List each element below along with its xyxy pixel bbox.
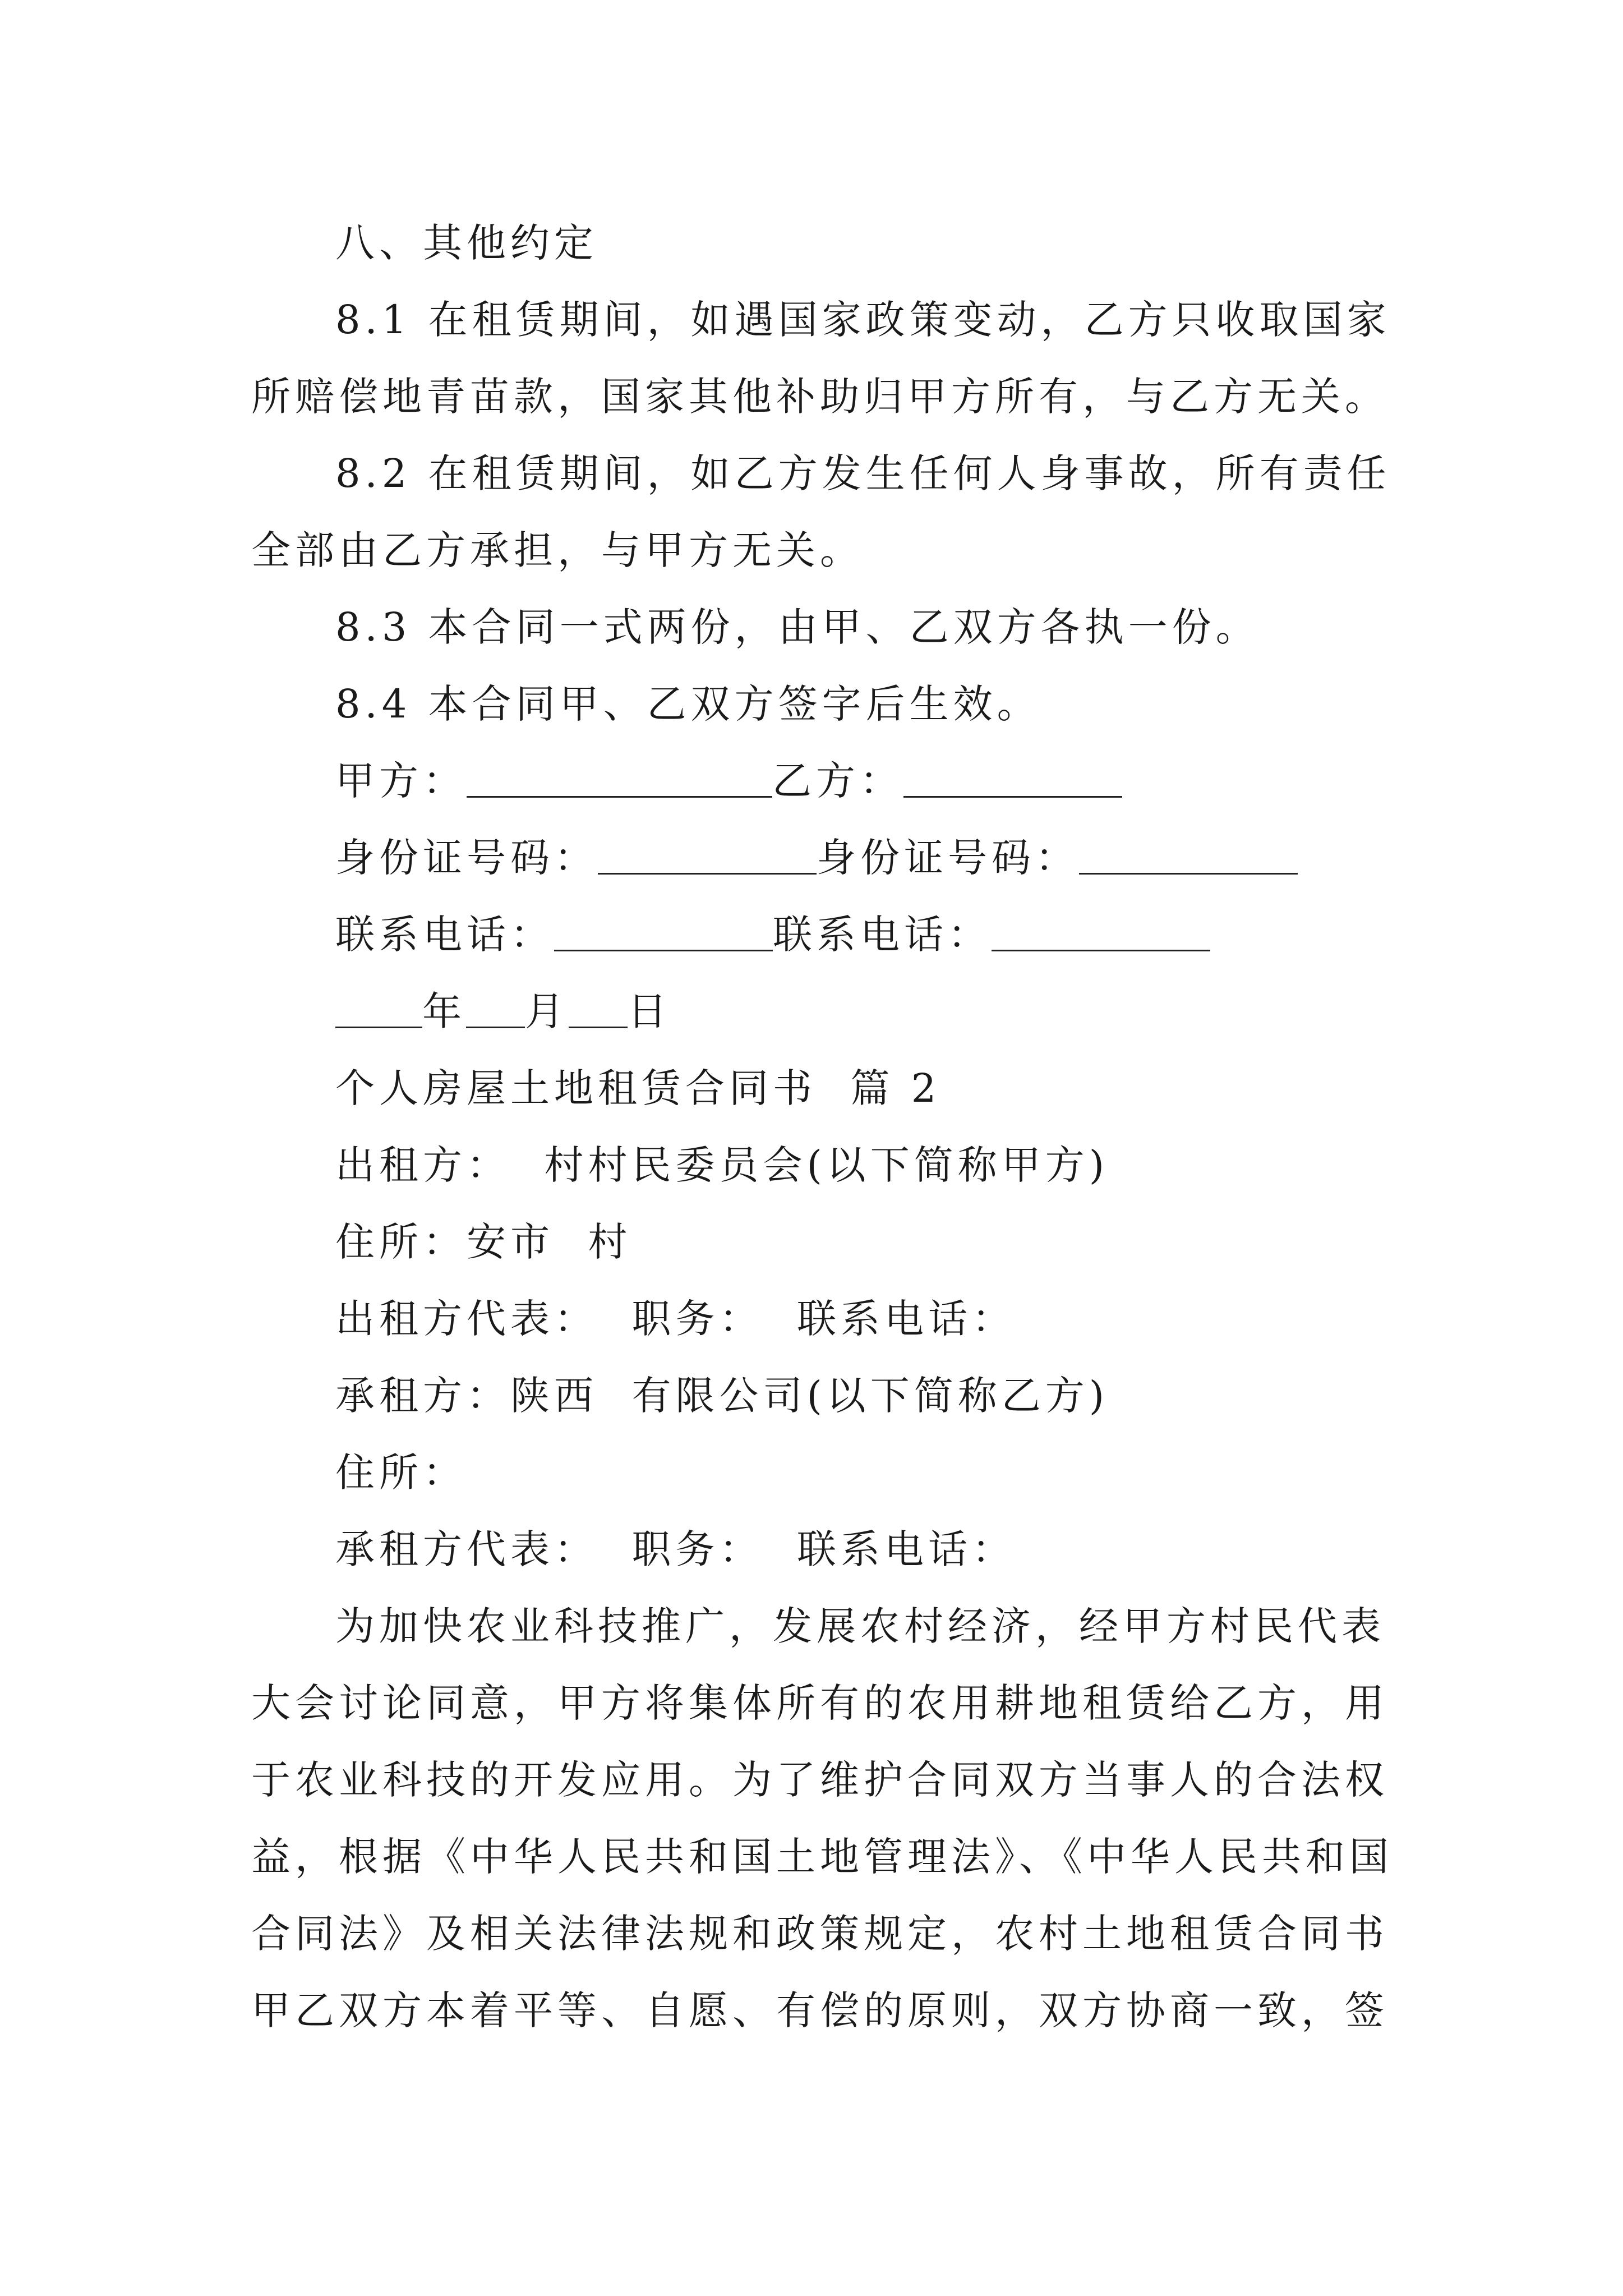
- preamble-line-4: 益，根据《中华人民共和国土地管理法》、《中华人民共和国: [251, 1834, 1393, 1880]
- preamble-line-5: 合同法》及相关法律法规和政策规定，农村土地租赁合同书: [251, 1911, 1389, 1957]
- preamble-line-2: 大会讨论同意，甲方将集体所有的农用耕地租赁给乙方，用: [251, 1680, 1389, 1726]
- preamble-line-6: 甲乙双方本着平等、自愿、有偿的原则，双方协商一致，签: [251, 1987, 1389, 2033]
- clause-8-2-line-2: 全部由乙方承担，与甲方无关。: [251, 527, 864, 573]
- year-label: 年: [422, 988, 466, 1034]
- day-blank: [569, 994, 628, 1028]
- party-b-label: 乙方：: [772, 758, 903, 804]
- phone-a-blank: [554, 917, 773, 951]
- lessee-line: 承租方：陕西 有限公司(以下简称乙方): [335, 1373, 1109, 1419]
- party-a-label: 甲方：: [335, 758, 467, 804]
- clause-8-1-line-1: 8.1 在租赁期间，如遇国家政策变动，乙方只收取国家: [335, 297, 1391, 343]
- preamble-line-1: 为加快农业科技推广，发展农村经济，经甲方村民代表: [335, 1603, 1385, 1649]
- party-b-blank: [903, 763, 1122, 798]
- month-blank: [466, 994, 525, 1028]
- day-label: 日: [628, 988, 671, 1034]
- id-label-b: 身份证号码：: [817, 835, 1079, 881]
- id-label-a: 身份证号码：: [335, 835, 598, 881]
- section-heading-other-terms: 八、其他约定: [335, 220, 598, 266]
- phone-label-b: 联系电话：: [773, 912, 992, 958]
- phone-b-blank: [992, 917, 1210, 951]
- lessor-address-line: 住所：安市 村: [335, 1219, 632, 1265]
- lessee-address-line: 住所：: [335, 1450, 467, 1496]
- clause-8-3: 8.3 本合同一式两份，由甲、乙双方各执一份。: [335, 604, 1260, 650]
- phone-label-a: 联系电话：: [335, 912, 554, 958]
- lessor-representative-line: 出租方代表： 职务： 联系电话：: [335, 1296, 1016, 1342]
- year-blank: [335, 994, 422, 1028]
- signature-phone-row: [335, 912, 1395, 958]
- clause-8-2-line-1: 8.2 在租赁期间，如乙方发生任何人身事故，所有责任: [335, 450, 1391, 496]
- lessee-representative-line: 承租方代表： 职务： 联系电话：: [335, 1526, 1016, 1572]
- contract-title-part-2: 个人房屋土地租赁合同书 篇 2: [335, 1065, 941, 1111]
- party-a-blank: [467, 763, 772, 798]
- clause-8-1-line-2: 所赔偿地青苗款，国家其他补助归甲方所有，与乙方无关。: [251, 374, 1389, 420]
- signature-party-row: [335, 758, 1395, 804]
- clause-8-4: 8.4 本合同甲、乙双方签字后生效。: [335, 681, 1041, 727]
- lessor-line: 出租方： 村村民委员会(以下简称甲方): [335, 1142, 1109, 1188]
- id-a-blank: [598, 840, 817, 875]
- preamble-line-3: 于农业科技的开发应用。为了维护合同双方当事人的合法权: [251, 1757, 1389, 1803]
- id-b-blank: [1079, 840, 1298, 875]
- signature-date-row: [335, 988, 1395, 1034]
- signature-id-row: [335, 835, 1395, 881]
- month-label: 月: [525, 988, 569, 1034]
